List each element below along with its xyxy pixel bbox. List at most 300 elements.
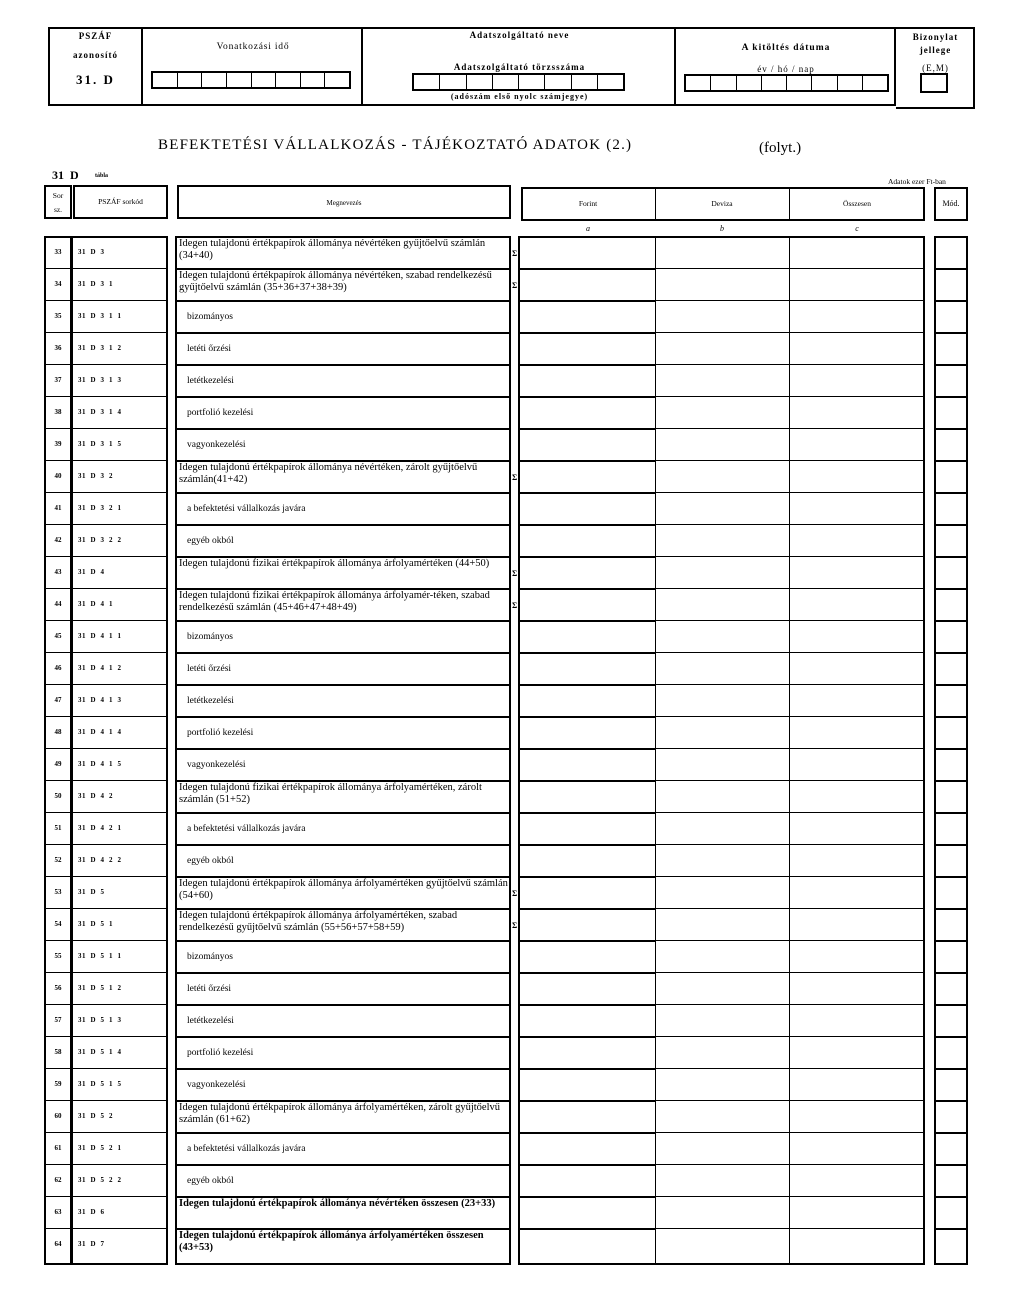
cell-deviza[interactable] [656,878,788,907]
cell-forint[interactable] [520,846,654,875]
cell-osszesen[interactable] [790,622,924,651]
row-separator [72,492,168,493]
cell-mod[interactable] [936,590,967,619]
cell-forint[interactable] [520,1166,654,1195]
cell-mod[interactable] [936,654,967,683]
cell-osszesen[interactable] [790,494,924,523]
cell-osszesen[interactable] [790,366,924,395]
cell-osszesen[interactable] [790,686,924,715]
cell-deviza[interactable] [656,782,788,811]
cell-mod[interactable] [936,1198,967,1227]
cell-osszesen[interactable] [790,1038,924,1067]
row-separator [175,940,511,942]
row-name: vagyonkezelési [187,440,246,450]
row-separator [72,908,168,909]
cell-osszesen[interactable] [790,942,924,971]
row-name: letéti őrzési [187,984,232,994]
cell-deviza[interactable] [656,462,788,491]
cell-mod[interactable] [936,1166,967,1195]
cell-osszesen[interactable] [790,846,924,875]
row-name: Idegen tulajdonú értékpapírok állománya árfolyamértéken gyűjtőelvű számlán (54+60) [179,878,508,901]
cell-osszesen[interactable] [790,430,924,459]
cell-osszesen[interactable] [790,270,924,299]
row-name: letétkezelési [187,1016,234,1026]
row-separator [72,300,168,301]
row-name: Idegen tulajdonú értékpapírok állománya névértéken összesen (23+33) [179,1198,496,1209]
cell-mod[interactable] [936,718,967,747]
row-separator [175,684,511,686]
row-name: bizományos [187,632,233,642]
row-separator [72,268,168,269]
row-separator [72,460,168,461]
row-separator [72,748,168,749]
row-number: 61 [54,1144,62,1152]
row-separator [655,1036,789,1037]
cell-mod[interactable] [936,1134,967,1163]
cell-mod[interactable] [936,302,967,331]
sum-marker: Σ [512,281,518,290]
row-separator [44,940,72,941]
vonatkozasi-ido-input[interactable] [151,71,351,89]
row-separator [72,588,168,589]
row-separator [72,812,168,813]
cell-forint[interactable] [520,1198,654,1227]
cell-mod[interactable] [936,270,967,299]
row-separator [655,844,789,845]
row-separator [72,1228,168,1229]
row-separator [44,780,72,781]
row-separator [175,492,511,494]
cell-deviza[interactable] [656,238,788,267]
row-separator [44,652,72,653]
cell-osszesen[interactable] [790,1198,924,1227]
row-separator [789,876,925,877]
row-code: 31 D 4 2 [78,792,114,800]
row-number: 63 [54,1208,62,1216]
cell-osszesen[interactable] [790,302,924,331]
cell-osszesen[interactable] [790,814,924,843]
row-code: 31 D 3 2 2 [78,536,122,544]
col-letter-c: c [855,224,859,233]
cell-forint[interactable] [520,1230,654,1259]
row-number: 42 [54,536,62,544]
row-code: 31 D 5 1 2 [78,984,122,992]
cell-forint[interactable] [520,878,654,907]
cell-deviza[interactable] [656,750,788,779]
cell-deviza[interactable] [656,1038,788,1067]
cell-deviza[interactable] [656,1230,788,1259]
cell-osszesen[interactable] [790,1102,924,1131]
row-code: 31 D 5 [78,888,105,896]
row-number: 50 [54,792,62,800]
cell-mod[interactable] [936,910,967,939]
row-separator [72,684,168,685]
row-name: portfolió kezelési [187,1048,254,1058]
sum-marker: Σ [512,569,518,578]
azonosito-label: azonosító [73,50,118,60]
row-separator [655,876,789,877]
row-separator [789,556,925,557]
cell-forint[interactable] [520,558,654,587]
row-code: 31 D 4 1 3 [78,696,122,704]
cell-forint[interactable] [520,1134,654,1163]
cell-deviza[interactable] [656,1102,788,1131]
cell-osszesen[interactable] [790,590,924,619]
header-pszaf-sorkod-label: PSZÁF sorkód [98,197,143,206]
row-separator [655,748,789,749]
row-separator [175,620,511,622]
cell-mod[interactable] [936,686,967,715]
row-code: 31 D 4 1 5 [78,760,122,768]
cell-osszesen[interactable] [790,334,924,363]
row-code: 31 D 5 2 1 [78,1144,122,1152]
cell-deviza[interactable] [656,654,788,683]
cell-mod[interactable] [936,238,967,267]
cell-deviza[interactable] [656,398,788,427]
cell-forint[interactable] [520,590,654,619]
row-number: 46 [54,664,62,672]
cell-forint[interactable] [520,782,654,811]
cell-deviza[interactable] [656,494,788,523]
cell-forint[interactable] [520,1102,654,1131]
cell-forint[interactable] [520,686,654,715]
row-separator [175,748,511,750]
row-code: 31 D 5 1 4 [78,1048,122,1056]
row-name: letéti őrzési [187,344,232,354]
row-number: 49 [54,760,62,768]
row-separator [72,844,168,845]
header-mod-label: Mód. [942,199,960,208]
cell-osszesen[interactable] [790,974,924,1003]
row-separator [44,1100,72,1101]
row-name: egyéb okból [187,536,234,546]
cell-mod[interactable] [936,782,967,811]
row-number: 53 [54,888,62,896]
cell-mod[interactable] [936,1230,967,1259]
cell-mod[interactable] [936,622,967,651]
jellege-label: jellege [919,45,952,55]
cell-forint[interactable] [520,718,654,747]
row-separator [655,1100,789,1101]
row-separator [72,556,168,557]
cell-mod[interactable] [936,814,967,843]
row-separator [72,1164,168,1165]
bizonylat-jellege-input[interactable] [920,73,948,93]
cell-osszesen[interactable] [790,1230,924,1259]
row-number: 54 [54,920,62,928]
row-number: 36 [54,344,62,352]
row-separator [175,652,511,654]
cell-mod[interactable] [936,1006,967,1035]
body-sor-column [44,236,72,1265]
row-separator [655,492,789,493]
cell-mod[interactable] [936,430,967,459]
kitoltes-datuma-label: A kitöltés dátuma [741,43,831,53]
cell-mod[interactable] [936,750,967,779]
cell-mod[interactable] [936,974,967,1003]
row-separator [789,908,925,909]
row-code: 31 D 3 [78,248,105,256]
cell-mod[interactable] [936,494,967,523]
row-separator [789,844,925,845]
row-separator [789,940,925,941]
cell-deviza[interactable] [656,718,788,747]
cell-deviza[interactable] [656,622,788,651]
row-name: Idegen tulajdonú értékpapírok állománya névértéken gyűjtőelvű számlán (34+40) [179,238,486,261]
cell-forint[interactable] [520,910,654,939]
kitoltes-datuma-input[interactable] [684,74,889,92]
cell-mod[interactable] [936,846,967,875]
cell-forint[interactable] [520,654,654,683]
row-separator [72,876,168,877]
cell-deviza[interactable] [656,526,788,555]
cell-mod[interactable] [936,878,967,907]
cell-mod[interactable] [936,1102,967,1131]
cell-forint[interactable] [520,430,654,459]
row-separator [789,620,925,621]
row-name: bizományos [187,952,233,962]
cell-deviza[interactable] [656,302,788,331]
folyt-label: (folyt.) [759,140,802,156]
row-separator [72,780,168,781]
cell-osszesen[interactable] [790,1070,924,1099]
cell-mod[interactable] [936,1038,967,1067]
row-separator [72,620,168,621]
cell-forint[interactable] [520,1038,654,1067]
row-code: 31 D 4 1 1 [78,632,122,640]
cell-mod[interactable] [936,334,967,363]
row-separator [655,396,789,397]
row-separator [655,300,789,301]
cell-deviza[interactable] [656,430,788,459]
row-separator [44,1132,72,1133]
adatszolgaltato-neve-label: Adatszolgáltató neve [469,30,570,40]
row-separator [44,492,72,493]
cell-osszesen[interactable] [790,910,924,939]
cell-deviza[interactable] [656,1166,788,1195]
cell-deviza[interactable] [656,846,788,875]
cell-forint[interactable] [520,1070,654,1099]
vonatkozasi-ido-label: Vonatkozási idő [216,42,290,52]
row-name: Idegen tulajdonú értékpapírok állománya árfolyamértéken, szabad rendelkezésű gyűjtőelvű számlán (55+56+57+58+59) [179,910,458,933]
cell-deviza[interactable] [656,334,788,363]
row-separator [72,1004,168,1005]
row-separator [789,364,925,365]
row-separator [72,1132,168,1133]
cell-mod[interactable] [936,942,967,971]
row-separator [44,588,72,589]
cell-osszesen[interactable] [790,878,924,907]
row-code: 31 D 3 1 3 [78,376,122,384]
cell-forint[interactable] [520,622,654,651]
cell-osszesen[interactable] [790,654,924,683]
sum-marker: Σ [512,921,518,930]
cell-osszesen[interactable] [790,526,924,555]
header-forint-label: Forint [578,199,598,208]
pszaf-label: PSZÁF [78,31,113,41]
row-number: 44 [54,600,62,608]
row-code: 31 D 4 2 1 [78,824,122,832]
row-separator [655,652,789,653]
sum-marker: Σ [512,601,518,610]
cell-forint[interactable] [520,974,654,1003]
cell-forint[interactable] [520,238,654,267]
sum-marker: Σ [512,249,518,258]
row-separator [655,1068,789,1069]
bizonylat-label: Bizonylat [912,32,959,42]
cell-deviza[interactable] [656,1006,788,1035]
row-name: egyéb okból [187,1176,234,1186]
cell-mod[interactable] [936,1070,967,1099]
cell-deviza[interactable] [656,942,788,971]
row-name: letétkezelési [187,696,234,706]
row-code: 31 D 4 1 [78,600,114,608]
cell-osszesen[interactable] [790,750,924,779]
row-separator [655,972,789,973]
row-code: 31 D 3 1 5 [78,440,122,448]
row-name: portfolió kezelési [187,728,254,738]
row-code: 31 D 4 2 2 [78,856,122,864]
row-separator [44,1004,72,1005]
cell-osszesen[interactable] [790,1166,924,1195]
row-separator [44,908,72,909]
row-separator [789,1196,925,1197]
row-separator [72,1100,168,1101]
sum-marker: Σ [512,889,518,898]
cell-osszesen[interactable] [790,558,924,587]
row-separator [175,396,511,398]
row-separator [44,300,72,301]
cell-deviza[interactable] [656,1198,788,1227]
row-code: 31 D 3 1 4 [78,408,122,416]
row-separator [72,332,168,333]
row-separator [655,364,789,365]
cell-osszesen[interactable] [790,782,924,811]
row-separator [789,684,925,685]
row-name: Idegen tulajdonú értékpapírok állománya árfolyamértéken, zárolt gyűjtőelvű számlán (61+62) [179,1102,501,1125]
row-separator [789,1036,925,1037]
cell-osszesen[interactable] [790,1006,924,1035]
row-separator [789,1100,925,1101]
row-separator [789,492,925,493]
row-code: 31 D 5 1 1 [78,952,122,960]
row-separator [44,524,72,525]
cell-forint[interactable] [520,334,654,363]
cell-deviza[interactable] [656,974,788,1003]
torzsszam-input[interactable] [412,73,625,91]
row-code: 31 D 3 2 1 [78,504,122,512]
row-number: 51 [54,824,62,832]
vonatkozasi-ido-box [143,27,363,106]
cell-osszesen[interactable] [790,238,924,267]
row-separator [175,364,511,366]
row-separator [175,1004,511,1006]
row-number: 37 [54,376,62,384]
row-separator [44,1164,72,1165]
row-name: Idegen tulajdonú értékpapírok állománya árfolyamértéken összesen (43+53) [179,1230,484,1253]
row-separator [655,332,789,333]
row-separator [44,268,72,269]
cell-deviza[interactable] [656,1134,788,1163]
row-separator [44,396,72,397]
row-number: 58 [54,1048,62,1056]
row-separator [655,524,789,525]
row-separator [72,1196,168,1197]
cell-mod[interactable] [936,398,967,427]
row-separator [655,1164,789,1165]
cell-forint[interactable] [520,398,654,427]
cell-deviza[interactable] [656,686,788,715]
cell-forint[interactable] [520,1006,654,1035]
row-separator [44,812,72,813]
cell-forint[interactable] [520,462,654,491]
row-separator [44,716,72,717]
cell-deviza[interactable] [656,910,788,939]
row-number: 33 [54,248,62,256]
cell-deviza[interactable] [656,558,788,587]
cell-forint[interactable] [520,494,654,523]
row-code: 31 D 5 1 5 [78,1080,122,1088]
cell-mod[interactable] [936,462,967,491]
cell-deviza[interactable] [656,270,788,299]
row-name: bizományos [187,312,233,322]
cell-mod[interactable] [936,526,967,555]
cell-mod[interactable] [936,366,967,395]
cell-forint[interactable] [520,942,654,971]
cell-osszesen[interactable] [790,398,924,427]
row-separator [175,844,511,846]
row-separator [44,684,72,685]
row-separator [44,1036,72,1037]
page-title: BEFEKTETÉSI VÁLLALKOZÁS - TÁJÉKOZTATÓ ADATOK (2.) [158,137,633,153]
row-separator [72,428,168,429]
cell-osszesen[interactable] [790,1134,924,1163]
row-code: 31 D 5 1 [78,920,114,928]
cell-forint[interactable] [520,366,654,395]
row-number: 41 [54,504,62,512]
row-code: 31 D 3 1 [78,280,114,288]
cell-forint[interactable] [520,302,654,331]
cell-deviza[interactable] [656,366,788,395]
row-separator [175,972,511,974]
row-name: egyéb okból [187,856,234,866]
row-name: letéti őrzési [187,664,232,674]
row-number: 57 [54,1016,62,1024]
row-number: 52 [54,856,62,864]
row-separator [789,1068,925,1069]
cell-osszesen[interactable] [790,462,924,491]
cell-deviza[interactable] [656,1070,788,1099]
row-separator [655,1004,789,1005]
cell-forint[interactable] [520,814,654,843]
cell-mod[interactable] [936,558,967,587]
row-separator [655,428,789,429]
row-number: 48 [54,728,62,736]
cell-forint[interactable] [520,750,654,779]
row-separator [72,1068,168,1069]
row-number: 35 [54,312,62,320]
cell-forint[interactable] [520,526,654,555]
cell-osszesen[interactable] [790,718,924,747]
row-name: a befektetési vállalkozás javára [187,1144,306,1154]
cell-deviza[interactable] [656,814,788,843]
row-code: 31 D 4 1 2 [78,664,122,672]
cell-forint[interactable] [520,270,654,299]
header-sz-label: sz. [53,205,63,214]
cell-deviza[interactable] [656,590,788,619]
row-separator [789,332,925,333]
table-word: tábla [95,173,109,179]
